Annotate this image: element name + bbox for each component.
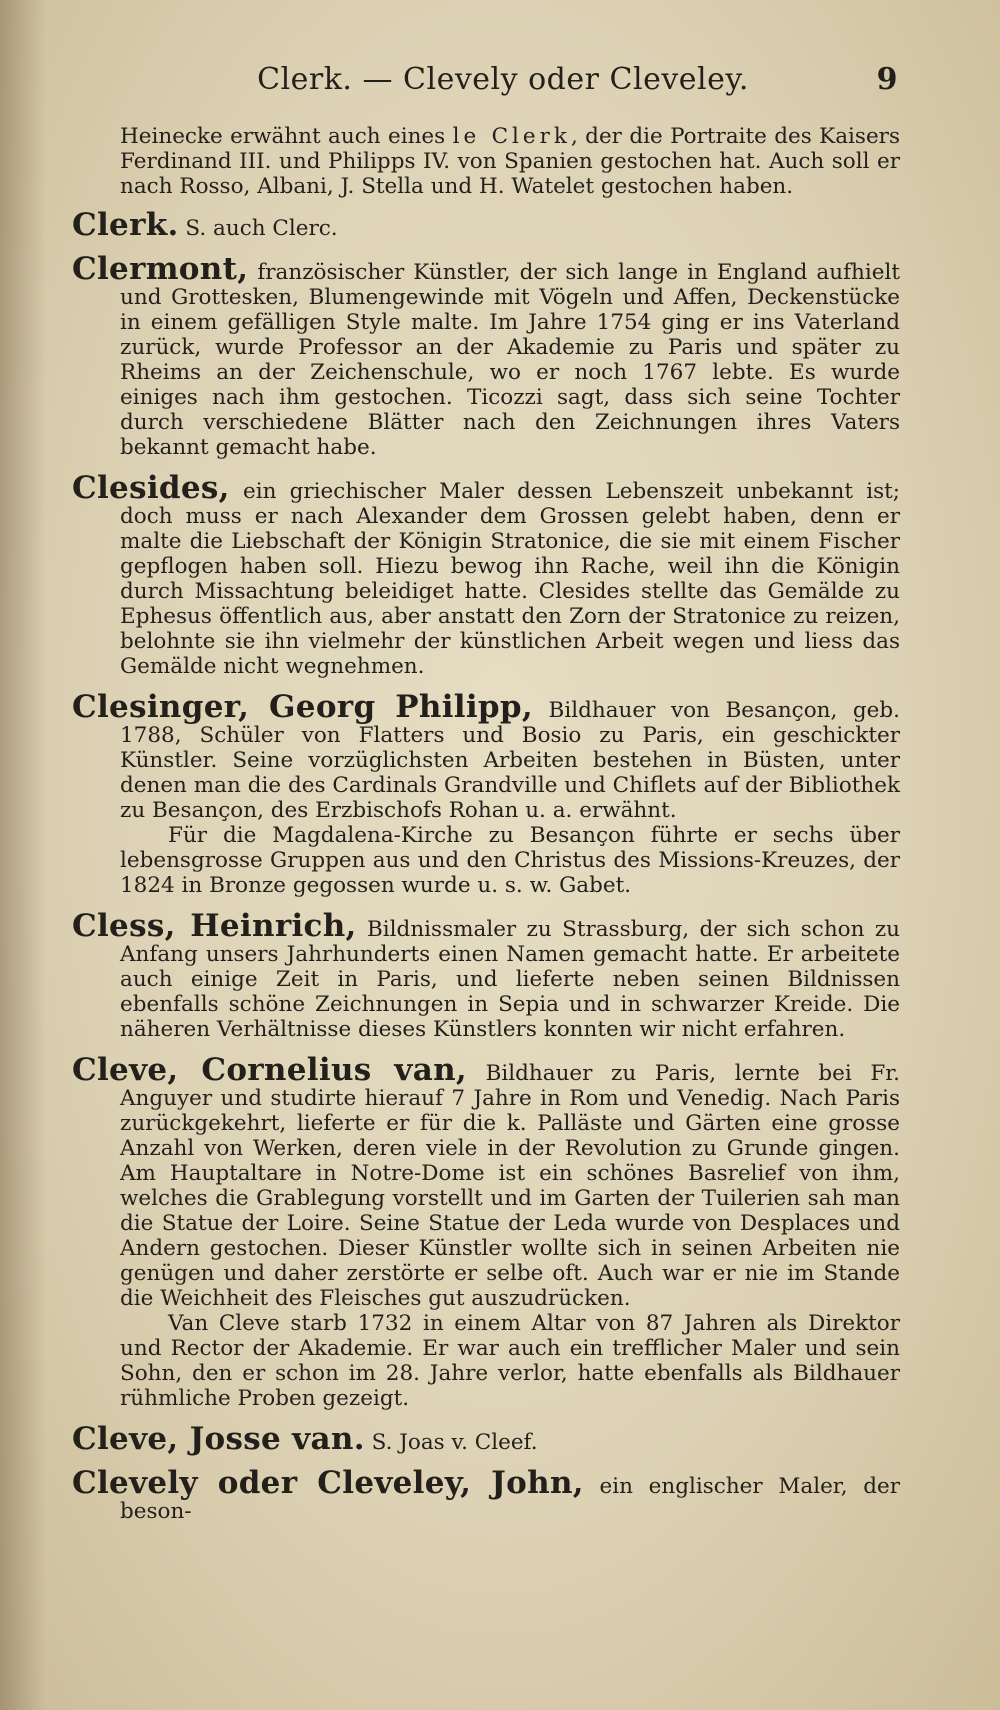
entry-text: S. auch Clerc. — [178, 216, 338, 241]
running-title: Clerk. — Clevely oder Cleveley. — [257, 62, 749, 97]
entry-text: S. Joas v. Cleef. — [364, 1430, 538, 1455]
entry-clerk — [72, 207, 900, 243]
entry-text: ein griechischer Maler dessen Lebenszeit unbekannt ist; doch muss er nach Alexander dem Grossen gelebt haben, denn er malte die Liebschaft der Königin Stratonice, die sie mit einem Fischer gepflogen haben soll. Hiezu bewog ihn Rache, weil ihn die Königin durch Missachtung beleidiget hatte. Clesides stellte das Gemälde zu Ephesus öffentlich aus, aber anstatt den Zorn der Stratonice zu reizen, belohnte sie ihn vielmehr der künstlichen Arbeit wegen und liess das Gemälde nicht wegnehmen. — [120, 479, 900, 679]
intro-spaced-name: le Clerk — [452, 124, 571, 149]
intro-paragraph — [120, 124, 900, 199]
entry-clesinger — [72, 689, 901, 898]
intro-text: , der die Portraite des Kaisers Ferdinand III. und Philipps IV. von Spanien gestochen hat. Auch soll er nach Rosso, Albani, J. Stella und H. Watelet gestochen haben. — [120, 124, 900, 199]
entry-text: ein englischer Maler, der beson- — [120, 1474, 900, 1524]
entry-cleve-josse — [72, 1421, 900, 1457]
page-number: 9 — [876, 62, 898, 97]
page-header — [72, 62, 900, 122]
entry-continuation: Van Cleve starb 1732 in einem Altar von 87 Jahren als Direktor und Rector der Akademie. Er war auch ein trefflicher Maler und sein Sohn, den er schon im 28. Jahre verlor, hatte ebenfalls als Bildhauer rühmliche Proben gezeigt. — [120, 1311, 900, 1411]
entry-headword: Clevely oder Cleveley, John, — [72, 1465, 584, 1501]
entry-headword: Cleve, Josse van. — [72, 1421, 365, 1457]
entry-text: Bildhauer von Besançon, geb. 1788, Schüler von Flatters und Bosio zu Paris, ein geschickter Künstler. Seine vorzüglichsten Arbeiten bestehen in Büsten, unter denen man die des Cardinals Grandville und Chiflets auf der Bibliothek zu Besançon, des Erzbischofs Rohan u. a. erwähnt. — [120, 698, 901, 823]
intro-text: Heinecke erwähnt auch eines — [120, 124, 453, 149]
entry-clesides — [72, 470, 900, 679]
entry-text: französischer Künstler, der sich lange in England aufhielt und Grottesken, Blumengewinde mit Vögeln und Affen, Deckenstücke in einem gefälligen Style malte. Im Jahre 1754 ging er ins Vaterland zurück, wurde Professor an der Akademie zu Paris und später zu Rheims an der Zeichenschule, wo er noch 1767 lebte. Es wurde einiges nach ihm gestochen. Ticozzi sagt, dass sich seine Tochter durch verschiedene Blätter nach den Zeichnungen ihres Vaters bekannt gemacht habe. — [120, 260, 900, 460]
entry-clermont — [72, 251, 900, 460]
entry-headword: Cless, Heinrich, — [72, 908, 357, 944]
binding-shadow — [0, 0, 46, 1710]
entry-headword: Clesides, — [72, 470, 230, 506]
entry-headword: Clermont, — [72, 251, 249, 287]
entry-headword: Clesinger, Georg Philipp, — [72, 689, 533, 725]
entry-clevely — [72, 1465, 900, 1524]
entry-cleve-cornelius — [72, 1052, 900, 1411]
entry-headword: Clerk. — [72, 207, 179, 243]
entry-text: Bildhauer zu Paris, lernte bei Fr. Anguyer und studirte hierauf 7 Jahre in Rom und Venedig. Nach Paris zurückgekehrt, lieferte er für die k. Palläste und Gärten eine grosse Anzahl von Werken, deren viele in der Revolution zu Grunde gingen. Am Hauptaltare in Notre-Dome ist ein schönes Basrelief von ihm, welches die Grablegung vorstellt und im Garten der Tuilerien sah man die Statue der Loire. Seine Statue der Leda wurde von Desplaces und Andern gestochen. Dieser Künstler wollte sich in seinen Arbeiten nie genügen und daher zerstörte er selbe oft. Auch war er nie im Stande die Weichheit des Fleisches gut auszudrücken. — [120, 1061, 900, 1311]
entry-headword: Cleve, Cornelius van, — [72, 1052, 468, 1088]
entry-text: Bildnissmaler zu Strassburg, der sich schon zu Anfang unsers Jahrhunderts einen Namen gemacht hatte. Er arbeitete auch einige Zeit in Paris, und lieferte neben seinen Bildnissen ebenfalls schöne Zeichnungen in Sepia und in schwarzer Kreide. Die näheren Verhältnisse dieses Künstlers konnten wir nicht erfahren. — [120, 917, 900, 1042]
entry-cless — [72, 908, 900, 1042]
entry-continuation: Für die Magdalena-Kirche zu Besançon führte er sechs über lebensgrosse Gruppen aus und den Christus des Missions-Kreuzes, der 1824 in Bronze gegossen wurde u. s. w. Gabet. — [120, 823, 900, 898]
